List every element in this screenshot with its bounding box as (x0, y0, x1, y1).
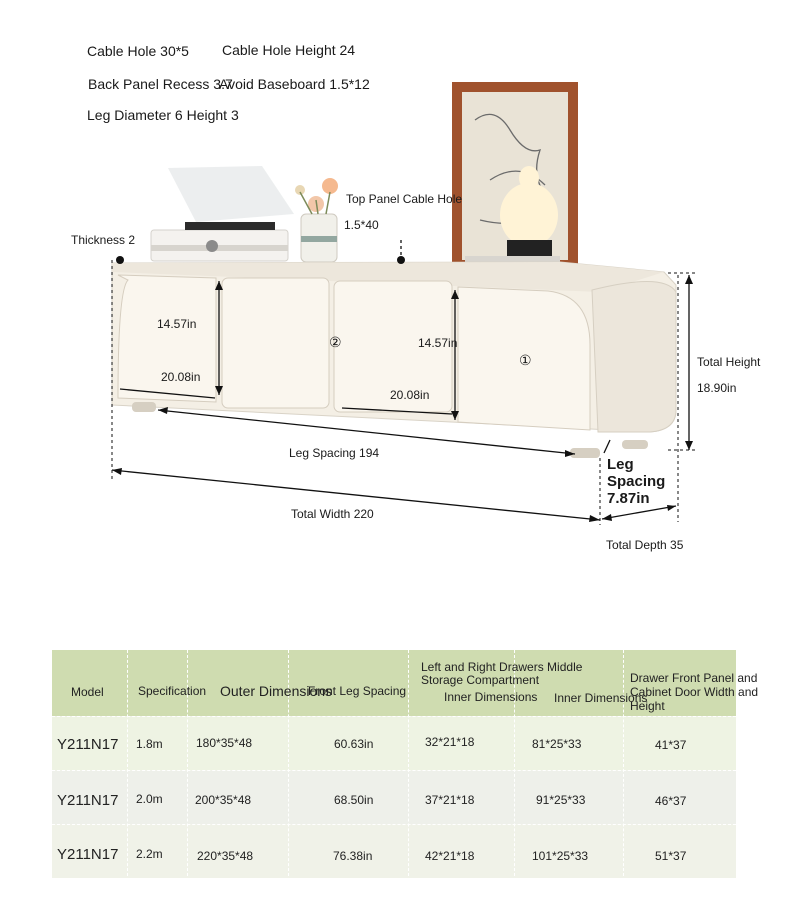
header-inner-dimensions-1: Inner Dimensions (444, 690, 538, 704)
cell-outer: 200*35*48 (195, 793, 252, 807)
cell-spec: 2.2m (136, 847, 163, 861)
cell-door: 51*37 (655, 849, 687, 863)
header-outer-dimensions: Outer Dimensions (220, 683, 333, 699)
header-model: Model (71, 685, 104, 699)
back-right-leg (622, 440, 648, 449)
leg-spacing-depth: Leg Spacing 7.87in (607, 456, 666, 507)
cell-spec: 1.8m (136, 737, 163, 751)
cell-model: Y211N17 (57, 792, 119, 809)
total-depth-label: Total Depth 35 (606, 538, 684, 552)
cell-leg: 60.63in (334, 737, 374, 751)
spec-table (52, 650, 759, 876)
top-panel-cable-hole-size: 1.5*40 (344, 218, 379, 232)
cell-middle: 81*25*33 (532, 737, 582, 751)
record-player (151, 166, 294, 261)
marker-1: ① (519, 352, 532, 368)
thickness-label: Thickness 2 (71, 233, 136, 247)
spec-cable-hole-height: Cable Hole Height 24 (222, 42, 356, 58)
spec-cable-hole: Cable Hole 30*5 (87, 43, 189, 59)
cell-door: 46*37 (655, 794, 687, 808)
left-drawer-height: 14.57in (157, 317, 197, 331)
cell-drawer: 37*21*18 (425, 793, 475, 807)
spec-back-panel-recess: Back Panel Recess 3.7 (88, 76, 233, 92)
leg-spacing-194: Leg Spacing 194 (289, 446, 380, 460)
left-drawer-width: 20.08in (161, 370, 201, 384)
header-specification: Specification (138, 684, 207, 698)
cell-middle: 101*25*33 (532, 849, 589, 863)
marker-2: ② (329, 334, 342, 350)
cell-door: 41*37 (655, 738, 687, 752)
total-height-value: 18.90in (697, 381, 737, 395)
cell-drawer: 32*21*18 (425, 735, 475, 749)
cell-middle: 91*25*33 (536, 793, 586, 807)
spec-leg: Leg Diameter 6 Height 3 (87, 107, 239, 123)
cell-leg: 68.50in (334, 793, 374, 807)
total-height-label: Total Height (697, 355, 761, 369)
spec-avoid-baseboard: Avoid Baseboard 1.5*12 (219, 76, 370, 92)
cell-spec: 2.0m (136, 792, 163, 806)
cell-drawer: 42*21*18 (425, 849, 475, 863)
flower-vase (295, 178, 338, 262)
header-drawers-group: Left and Right Drawers Middle Storage Compartment (421, 660, 583, 687)
top-panel-cable-hole-label: Top Panel Cable Hole (346, 192, 463, 206)
mid-drawer-height: 14.57in (418, 336, 458, 350)
cell-leg: 76.38in (333, 849, 373, 863)
mid-drawer-width: 20.08in (390, 388, 430, 402)
header-door-front: Drawer Front Panel and Cabinet Door Width and Height (630, 671, 759, 713)
front-left-leg (132, 402, 156, 412)
cell-outer: 180*35*48 (196, 736, 253, 750)
header-front-leg-spacing: Front Leg Spacing (308, 684, 407, 698)
total-width-label: Total Width 220 (291, 507, 374, 521)
cell-model: Y211N17 (57, 846, 119, 863)
cell-outer: 220*35*48 (197, 849, 254, 863)
front-right-leg (570, 448, 600, 458)
header-inner-dimensions-2: Inner Dimensions (554, 691, 648, 705)
cell-model: Y211N17 (57, 736, 119, 753)
